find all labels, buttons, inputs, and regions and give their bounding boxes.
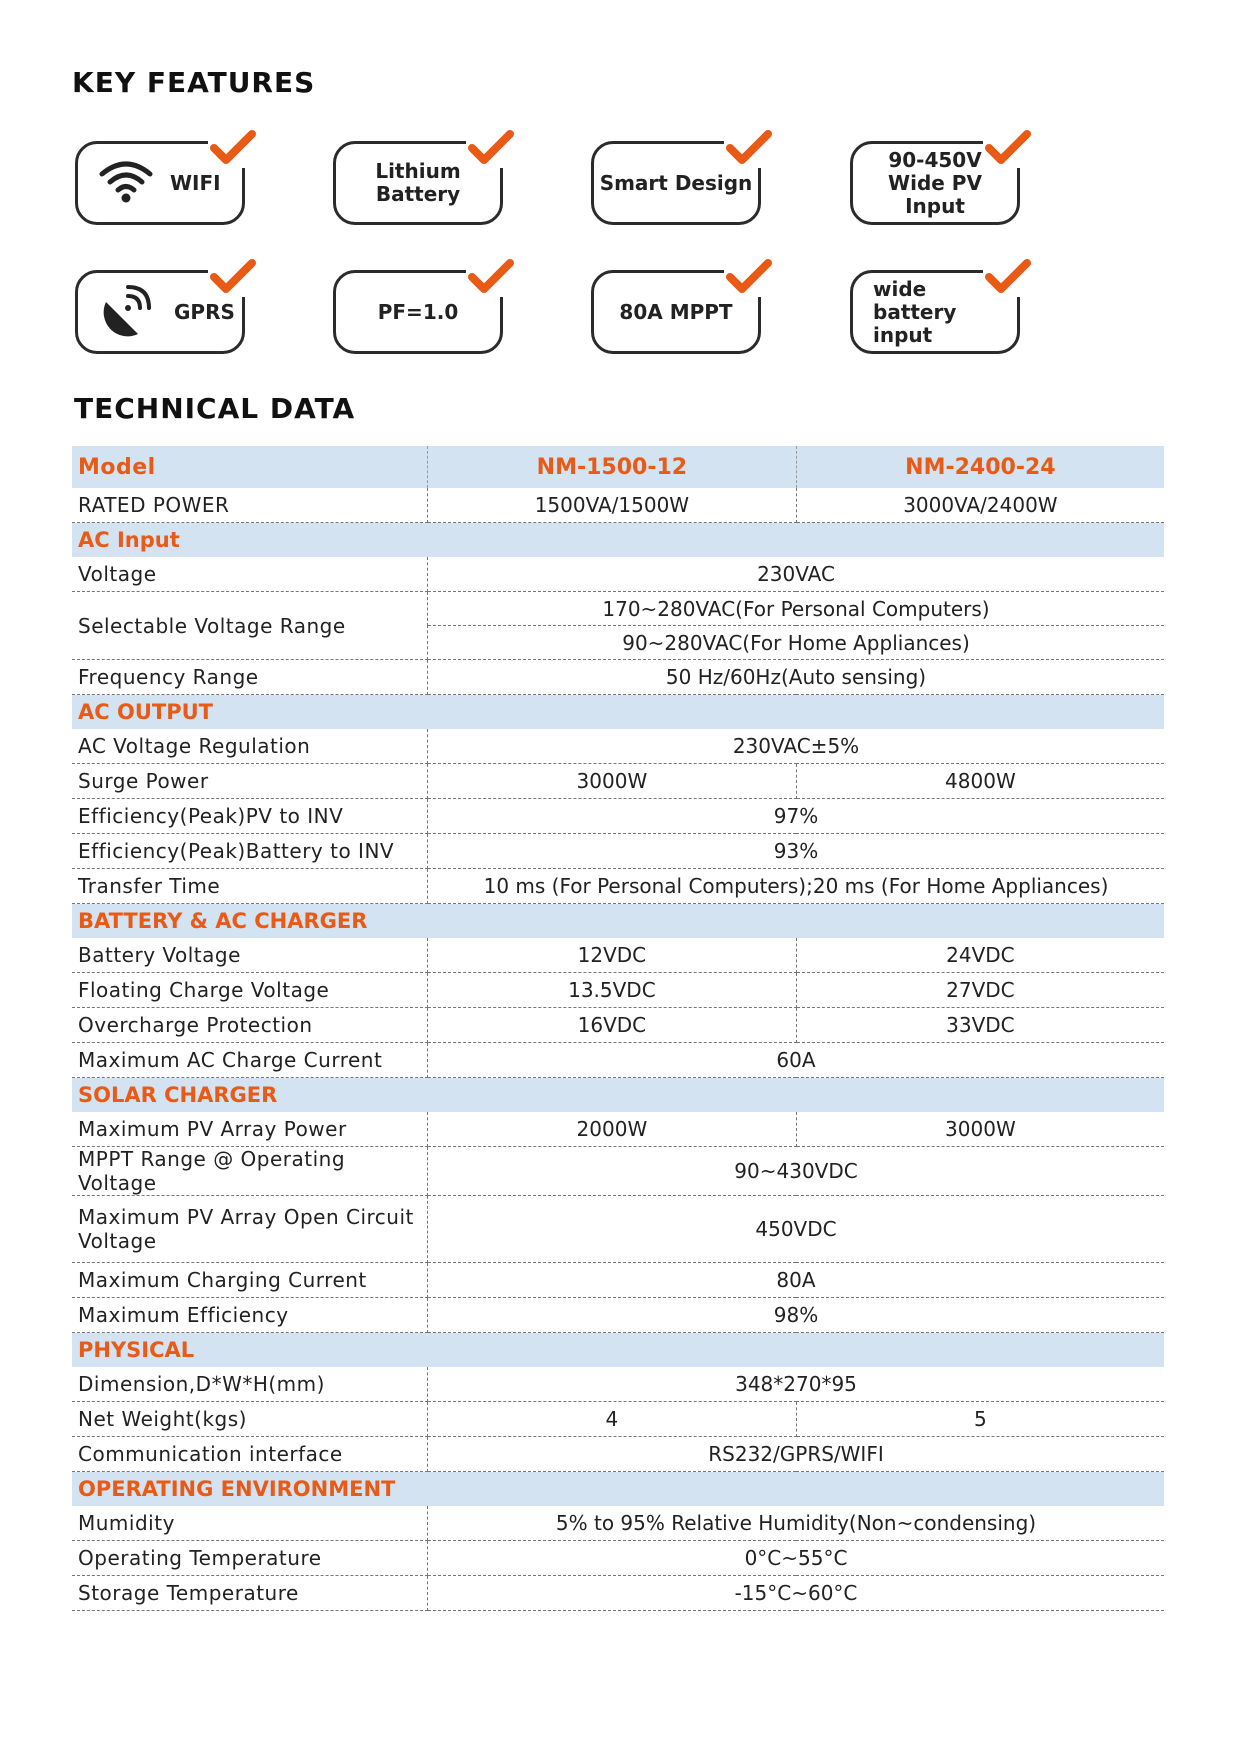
checkmark-icon (208, 128, 258, 168)
row-value: 4 (428, 1402, 797, 1437)
feature-label: Lithium Battery (375, 159, 461, 206)
row-value: 5% to 95% Relative Humidity(Non~condensing) (428, 1506, 1165, 1541)
row-label: Efficiency(Peak)Battery to INV (72, 834, 428, 869)
section-title: PHYSICAL (72, 1333, 1164, 1368)
row-value: 27VDC (796, 973, 1164, 1008)
row-label: Surge Power (72, 764, 428, 799)
row-value: 170~280VAC(For Personal Computers) (428, 592, 1165, 626)
row-value: 50 Hz/60Hz(Auto sensing) (428, 660, 1165, 695)
row-label: Net Weight(kgs) (72, 1402, 428, 1437)
technical-data-title: TECHNICAL DATA (74, 392, 356, 425)
row-value: RS232/GPRS/WIFI (428, 1437, 1165, 1472)
section-header (72, 904, 1164, 939)
table-row (72, 869, 1164, 904)
checkmark-icon (724, 128, 774, 168)
row-value: 3000W (428, 764, 797, 799)
table-row (72, 1008, 1164, 1043)
row-value: 90~280VAC(For Home Appliances) (428, 626, 1165, 660)
row-label: Efficiency(Peak)PV to INV (72, 799, 428, 834)
table-row (72, 1576, 1164, 1611)
row-value: -15°C~60°C (428, 1576, 1165, 1611)
checkmark-icon (983, 257, 1033, 297)
row-value: 90~430VDC (428, 1147, 1165, 1196)
model-1: NM-1500-12 (428, 446, 797, 488)
checkmark-icon (208, 257, 258, 297)
table-row (72, 1402, 1164, 1437)
row-value: 230VAC±5% (428, 729, 1165, 764)
table-row (72, 1298, 1164, 1333)
section-header (72, 695, 1164, 730)
feature-label: wide battery input (873, 276, 957, 347)
section-title: SOLAR CHARGER (72, 1078, 1164, 1113)
section-title: BATTERY & AC CHARGER (72, 904, 1164, 939)
table-row (72, 973, 1164, 1008)
row-value: 1500VA/1500W (428, 488, 797, 523)
row-value: 5 (796, 1402, 1164, 1437)
row-value: 0°C~55°C (428, 1541, 1165, 1576)
row-label: Maximum Charging Current (72, 1263, 428, 1298)
feature-label: WIFI (170, 170, 221, 195)
row-value: 60A (428, 1043, 1165, 1078)
table-row (72, 1437, 1164, 1472)
section-title: AC Input (72, 523, 1164, 558)
row-label: Maximum PV Array Power (72, 1112, 428, 1147)
table-row (72, 938, 1164, 973)
table-row (72, 799, 1164, 834)
row-label: MPPT Range @ Operating Voltage (72, 1147, 428, 1196)
row-label: Maximum AC Charge Current (72, 1043, 428, 1078)
feature-wifi (75, 141, 245, 225)
row-label: Floating Charge Voltage (72, 973, 428, 1008)
table-row (72, 1367, 1164, 1402)
row-label: RATED POWER (72, 488, 428, 523)
feature-smart-design (591, 141, 761, 225)
row-value: 98% (428, 1298, 1165, 1333)
row-label: Maximum PV Array Open Circuit Voltage (72, 1196, 428, 1263)
row-label: Operating Temperature (72, 1541, 428, 1576)
feature-label: 80A MPPT (619, 299, 733, 324)
row-value: 3000VA/2400W (796, 488, 1164, 523)
feature-pf (333, 270, 503, 354)
feature-label: 90-450V Wide PV Input (888, 147, 982, 218)
row-value: 3000W (796, 1112, 1164, 1147)
row-value: 16VDC (428, 1008, 797, 1043)
table-row (72, 764, 1164, 799)
section-header (72, 1078, 1164, 1113)
feature-wide-battery-input (850, 270, 1020, 354)
key-features-title: KEY FEATURES (72, 66, 316, 99)
row-label: Dimension,D*W*H(mm) (72, 1367, 428, 1402)
table-row (72, 660, 1164, 695)
row-value: 93% (428, 834, 1165, 869)
feature-label: PF=1.0 (377, 299, 459, 324)
key-features-grid (0, 0, 1241, 380)
feature-label: GPRS (174, 299, 235, 324)
row-label: Frequency Range (72, 660, 428, 695)
row-value: 33VDC (796, 1008, 1164, 1043)
checkmark-icon (466, 128, 516, 168)
table-row (72, 1147, 1164, 1196)
row-value: 450VDC (428, 1196, 1165, 1263)
row-value: 24VDC (796, 938, 1164, 973)
row-label: Battery Voltage (72, 938, 428, 973)
checkmark-icon (724, 257, 774, 297)
row-value: 80A (428, 1263, 1165, 1298)
feature-lithium-battery (333, 141, 503, 225)
feature-mppt (591, 270, 761, 354)
row-label: Overcharge Protection (72, 1008, 428, 1043)
row-value: 13.5VDC (428, 973, 797, 1008)
table-row (72, 1541, 1164, 1576)
table-row (72, 1043, 1164, 1078)
feature-label: Smart Design (599, 170, 753, 195)
table-row (72, 1263, 1164, 1298)
table-row (72, 834, 1164, 869)
row-label: Selectable Voltage Range (72, 592, 428, 660)
row-value: 10 ms (For Personal Computers);20 ms (For Home Appliances) (428, 869, 1165, 904)
satellite-dish-icon (98, 282, 158, 343)
section-title: AC OUTPUT (72, 695, 1164, 730)
row-label: Maximum Efficiency (72, 1298, 428, 1333)
section-header (72, 1333, 1164, 1368)
table-row (72, 1112, 1164, 1147)
row-label: Mumidity (72, 1506, 428, 1541)
section-header (72, 523, 1164, 558)
row-label: Transfer Time (72, 869, 428, 904)
table-row (72, 1506, 1164, 1541)
row-label: Storage Temperature (72, 1576, 428, 1611)
row-value: 348*270*95 (428, 1367, 1165, 1402)
row-value: 97% (428, 799, 1165, 834)
model-2: NM-2400-24 (796, 446, 1164, 488)
section-title: OPERATING ENVIRONMENT (72, 1472, 1164, 1507)
section-header (72, 1472, 1164, 1507)
model-header-row (72, 446, 1164, 488)
technical-data-table (72, 446, 1164, 1611)
checkmark-icon (466, 257, 516, 297)
table-row (72, 592, 1164, 626)
feature-wide-pv-input (850, 141, 1020, 225)
feature-gprs (75, 270, 245, 354)
model-label: Model (72, 446, 428, 488)
row-value: 230VAC (428, 557, 1165, 592)
table-row (72, 557, 1164, 592)
row-label: Voltage (72, 557, 428, 592)
checkmark-icon (983, 128, 1033, 168)
row-value: 2000W (428, 1112, 797, 1147)
wifi-icon (98, 158, 154, 209)
row-label: AC Voltage Regulation (72, 729, 428, 764)
row-value: 4800W (796, 764, 1164, 799)
table-row (72, 488, 1164, 523)
table-row (72, 729, 1164, 764)
row-label: Communication interface (72, 1437, 428, 1472)
row-value: 12VDC (428, 938, 797, 973)
table-row (72, 1196, 1164, 1263)
